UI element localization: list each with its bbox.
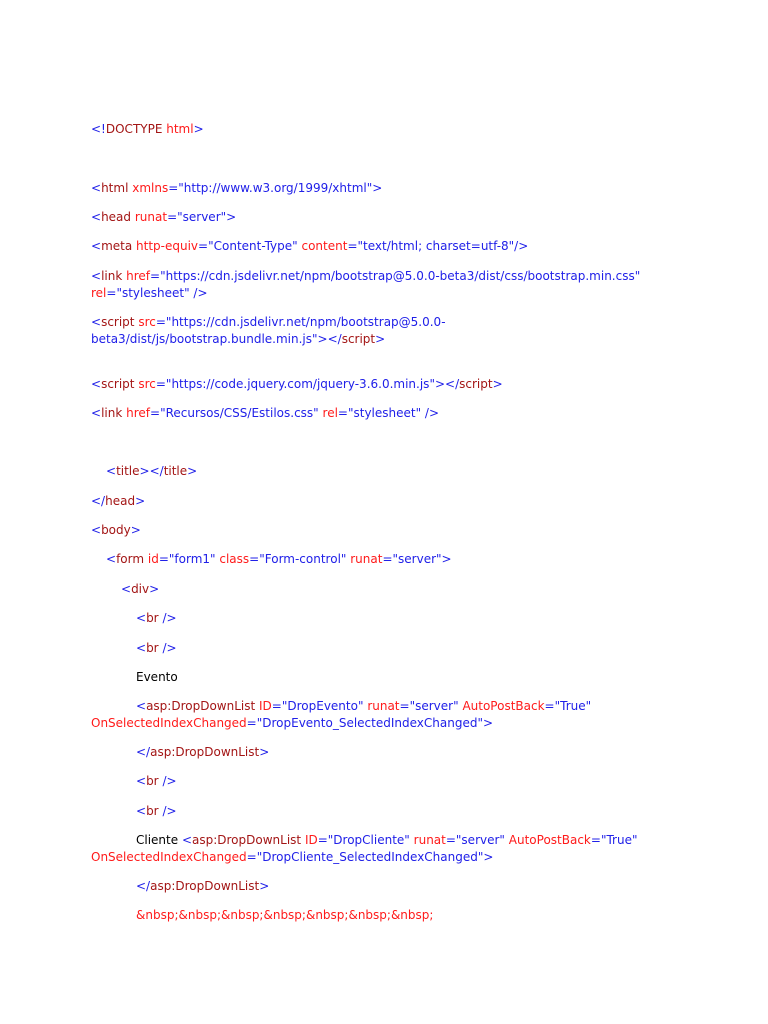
code-line-dropevento-close — [136, 744, 726, 761]
code-token: runat — [413, 833, 446, 847]
code-token: src — [138, 377, 156, 391]
code-line-title — [106, 463, 696, 480]
code-token: link — [101, 269, 123, 283]
code-token: </ — [91, 494, 106, 508]
code-token: ="text/html; charset=utf-8"/> — [347, 239, 529, 253]
code-token: /> — [162, 611, 177, 625]
code-token: head — [105, 494, 136, 508]
code-line-script-bootstrap-js — [91, 314, 651, 347]
code-token: DOCTYPE — [105, 122, 163, 136]
code-line-doctype — [91, 121, 681, 138]
code-token: ="stylesheet" /> — [337, 406, 440, 420]
code-token: title — [116, 464, 140, 478]
code-line-br-3 — [136, 773, 726, 790]
code-line-nbsp-run — [136, 907, 726, 924]
code-token: ="server" — [399, 699, 459, 713]
code-token: ="True" — [590, 833, 638, 847]
code-token: ID — [304, 833, 318, 847]
code-token: > — [193, 122, 204, 136]
code-line-meta — [91, 238, 681, 255]
code-token: > — [187, 464, 198, 478]
code-token: < — [136, 804, 147, 818]
code-line-head-close — [91, 493, 681, 510]
code-token: <! — [91, 122, 106, 136]
code-token: ="http://www.w3.org/1999/xhtml"> — [168, 181, 383, 195]
code-token: /> — [162, 804, 177, 818]
code-token: asp:DropDownList — [146, 699, 256, 713]
code-line-html-open — [91, 180, 681, 197]
code-token: href — [126, 406, 151, 420]
code-token: </ — [136, 879, 151, 893]
code-token: Evento — [136, 670, 178, 684]
code-token: AutoPostBack — [508, 833, 591, 847]
code-token: br — [146, 804, 159, 818]
code-token: &nbsp;&nbsp;&nbsp;&nbsp;&nbsp;&nbsp;&nbsp; — [136, 908, 434, 922]
code-token: ="DropCliente" — [317, 833, 410, 847]
code-token: ="https://cdn.jsdelivr.net/npm/bootstrap@5.0.0-beta3/dist/css/bootstrap.min.css" — [150, 269, 641, 283]
code-token: ="server"> — [167, 210, 237, 224]
code-token: link — [101, 406, 123, 420]
code-line-link-bootstrap-css — [91, 268, 651, 301]
code-token: < — [106, 552, 117, 566]
code-line-script-jquery — [91, 376, 681, 393]
code-token: < — [136, 774, 147, 788]
code-token: asp:DropDownList — [192, 833, 302, 847]
code-token: ="True" — [544, 699, 592, 713]
code-token: < — [91, 315, 102, 329]
code-token: id — [147, 552, 159, 566]
code-token: title — [163, 464, 188, 478]
code-token: content — [301, 239, 348, 253]
code-token: Cliente — [136, 833, 182, 847]
code-token: > — [492, 377, 503, 391]
code-token: asp:DropDownList — [150, 745, 260, 759]
code-token: ="https://cdn.jsdelivr.net/npm/bootstrap@5.0.0-beta3/dist/js/bootstrap.bundle.min.js"></ — [91, 315, 446, 346]
code-token: script — [101, 315, 135, 329]
code-token: > — [149, 582, 160, 596]
code-line-div-open — [121, 581, 711, 598]
code-token: /> — [162, 774, 177, 788]
code-token: form — [116, 552, 145, 566]
code-token: body — [101, 523, 131, 537]
code-token: script — [101, 377, 135, 391]
code-token: </ — [136, 745, 151, 759]
code-token: ="Content-Type" — [198, 239, 298, 253]
code-token: class — [219, 552, 250, 566]
code-token: ="https://code.jquery.com/jquery-3.6.0.min.js"></ — [155, 377, 460, 391]
code-token: AutoPostBack — [462, 699, 545, 713]
code-token: < — [91, 269, 102, 283]
code-line-head-open — [91, 209, 681, 226]
code-line-dropevento-open — [91, 698, 611, 731]
code-token: runat — [350, 552, 383, 566]
code-token: < — [136, 641, 147, 655]
code-token: ></ — [139, 464, 164, 478]
code-token: ="Form-control" — [249, 552, 347, 566]
code-line-form-open — [106, 551, 696, 568]
code-token: OnSelectedIndexChanged — [91, 849, 247, 864]
code-token: rel — [322, 406, 338, 420]
code-token: /> — [162, 641, 177, 655]
code-token: xmlns — [132, 181, 169, 195]
code-token: < — [181, 833, 192, 847]
code-token: > — [259, 745, 270, 759]
code-token: < — [121, 582, 132, 596]
code-token: runat — [134, 210, 168, 224]
code-token: ="stylesheet" /> — [106, 285, 208, 300]
code-token: html — [166, 122, 194, 136]
code-token: meta — [101, 239, 133, 253]
code-token: ="DropEvento" — [271, 699, 364, 713]
code-token: script — [459, 377, 493, 391]
code-token: ="server" — [445, 833, 505, 847]
code-line-br-2 — [136, 640, 726, 657]
code-token: ="form1" — [158, 552, 216, 566]
code-token: br — [146, 611, 159, 625]
code-line-dropcliente-open — [91, 832, 651, 865]
code-token: src — [138, 315, 156, 329]
code-token: > — [130, 523, 141, 537]
code-line-evento-text — [136, 669, 726, 686]
code-token: < — [136, 611, 147, 625]
code-line-link-estilos — [91, 405, 681, 422]
code-token: rel — [91, 285, 107, 300]
code-token: < — [91, 406, 102, 420]
code-token: br — [146, 774, 159, 788]
code-token: < — [91, 181, 102, 195]
code-token: ="server"> — [382, 552, 452, 566]
code-line-br-4 — [136, 803, 726, 820]
code-token: head — [101, 210, 132, 224]
code-token: < — [136, 699, 147, 713]
code-line-br-1 — [136, 610, 726, 627]
code-token: < — [91, 523, 102, 537]
code-token: br — [146, 641, 159, 655]
code-token: ID — [259, 699, 272, 713]
code-token: runat — [367, 699, 400, 713]
code-token: < — [106, 464, 117, 478]
code-token: < — [91, 210, 102, 224]
code-token: ="DropCliente_SelectedIndexChanged"> — [246, 849, 494, 864]
code-token: script — [341, 331, 376, 346]
code-token: > — [135, 494, 146, 508]
code-token: div — [131, 582, 150, 596]
code-line-body-open — [91, 522, 681, 539]
code-token: OnSelectedIndexChanged — [91, 715, 247, 730]
code-token: asp:DropDownList — [150, 879, 260, 893]
code-token: > — [259, 879, 270, 893]
code-token: http-equiv — [136, 239, 199, 253]
code-token: ="Recursos/CSS/Estilos.css" — [150, 406, 319, 420]
code-token: < — [91, 377, 102, 391]
code-token: < — [91, 239, 102, 253]
code-line-dropcliente-close — [136, 878, 726, 895]
code-token: > — [375, 331, 386, 346]
code-token: html — [101, 181, 129, 195]
code-token: href — [126, 269, 151, 283]
code-token: ="DropEvento_SelectedIndexChanged"> — [246, 715, 494, 730]
